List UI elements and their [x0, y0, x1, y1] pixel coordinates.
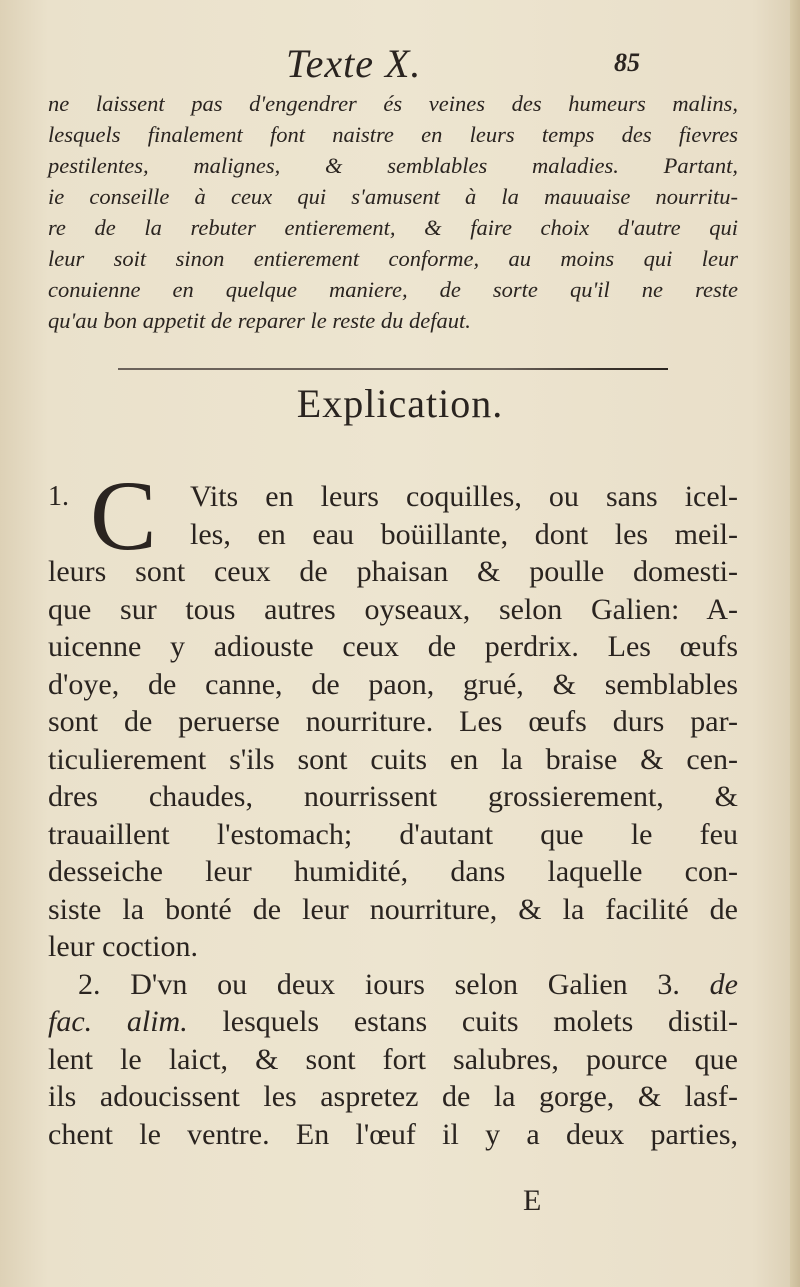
body-text: D'vn ou deux iours selon Galien 3.	[130, 967, 680, 1001]
italic-line: ie conseille à ceux qui s'amusent à la mauuaise nourritu-	[48, 184, 738, 209]
running-title: Texte X.	[286, 41, 422, 86]
body-line: lent le laict, & sont fort salubres, pource que	[48, 1042, 738, 1076]
body-line: ticulierement s'ils sont cuits en la braise & cen-	[48, 742, 738, 776]
italic-line: pestilentes, malignes, & semblables maladies. Partant,	[48, 153, 738, 178]
italic-line: qu'au bon appetit de reparer le reste du defaut.	[48, 308, 471, 333]
page-number: 85	[614, 48, 640, 77]
body-line: Vits en leurs coquilles, ou sans icel-	[190, 480, 738, 513]
body-line: d'oye, de canne, de paon, grué, & semblables	[48, 667, 738, 701]
body-line: leur coction.	[48, 930, 198, 963]
body-line: siste la bonté de leur nourriture, & la facilité de	[48, 892, 738, 926]
body-line: ils adoucissent les aspretez de la gorge, & lasf-	[48, 1080, 738, 1113]
body-line: dres chaudes, nourrissent grossierement, &	[48, 780, 738, 813]
body-line: que sur tous autres oyseaux, selon Galien: A-	[48, 592, 738, 626]
italic-line: lesquels finalement font naistre en leurs temps des fievres	[48, 122, 738, 147]
section-heading: Explication.	[296, 381, 504, 426]
paragraph-marker: 1.	[48, 481, 69, 512]
body-line	[48, 966, 738, 1004]
explication-body	[48, 460, 738, 1153]
citation: fac. alim.	[48, 1005, 188, 1038]
body-line: desseiche leur humidité, dans laquelle con-	[48, 855, 738, 888]
section-divider	[118, 368, 668, 370]
italic-passage	[48, 88, 738, 336]
paragraph-marker: 2.	[78, 967, 101, 1001]
italic-line: ne laissent pas d'engendrer és veines des humeurs malins,	[48, 91, 738, 116]
body-line: trauaillent l'estomach; d'autant que le feu	[48, 817, 738, 851]
citation: de	[709, 967, 738, 1001]
body-line: les, en eau boüillante, dont les meil-	[190, 517, 738, 551]
page-edge	[790, 0, 800, 1287]
body-line: sont de peruerse nourriture. Les œufs durs par-	[48, 705, 738, 738]
body-line	[48, 1003, 738, 1041]
signature-mark: E	[523, 1184, 542, 1217]
body-line: leurs sont ceux de phaisan & poulle domesti-	[48, 555, 738, 588]
drop-cap: C	[90, 460, 157, 571]
page-header	[0, 40, 800, 90]
body-line: uicenne y adiouste ceux de perdrix. Les œufs	[48, 630, 738, 663]
italic-line: leur soit sinon entierement conforme, au moins qui leur	[48, 246, 738, 271]
body-line: chent le ventre. En l'œuf il y a deux parties,	[48, 1117, 738, 1151]
italic-line: conuienne en quelque maniere, de sorte qu'il ne reste	[48, 277, 738, 302]
body-text: lesquels estans cuits molets distil-	[222, 1005, 738, 1038]
italic-line: re de la rebuter entierement, & faire choix d'autre qui	[48, 215, 738, 240]
